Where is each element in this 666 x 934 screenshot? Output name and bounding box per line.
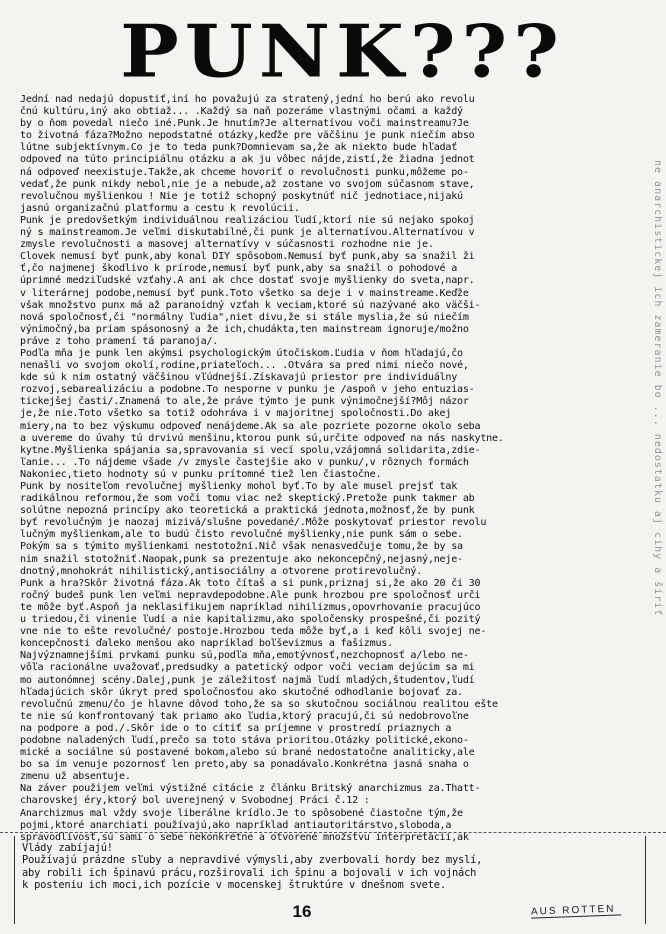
article-line: na podpore a pod./.Skôr ide o to cítiť sa príjemne v prostredí priaznych a	[20, 722, 452, 734]
article-line: Najvýznamnejšími prvkami punku sú,podľa mňa,emotývnosť,nezchopnosť a/lebo ne-	[20, 650, 469, 662]
article-line: vne nie to ešte revolučné/ postoje.Hrozbou teda môže byť,a i keď kôli svojej ne-	[20, 626, 487, 638]
article-line: čnú kultúru,iný ako obtiaž... .Každý sa naň pozeráme vlastnými očami a každý	[20, 106, 463, 118]
article-line: jasnú organizačnú platformu a cestu k revolúcii.	[20, 202, 300, 214]
article-line: podobne naladených ľudí,prečo sa toto stáva prioritou.Otázky politické,ekono-	[20, 734, 469, 746]
article-line: a uvereme do úvahy tú drvivú menšinu,ktorou punk sú,určite odpoveď na nás naskytne.	[20, 432, 504, 444]
article-line: Jední nad nedajú dopustiť,iní ho považujú za stratený,jední ho berú ako revolu	[20, 94, 475, 105]
article-line: te nie sú konfrontovaný tak priamo ako ľudia,ktorý pracujú,či sú nedobrovoľne	[20, 710, 469, 722]
article-line: lútne subjektívnym.Čo je to teda punk?Domnievam sa,že ak niekto bude hľadať	[20, 142, 458, 154]
side-margin-text: ne anarchistickej ich zameranie bo ... nedostatku aj cihy a šíriť	[652, 160, 663, 617]
page-title: PUNK???	[120, 10, 565, 95]
article-line: Punk je predovšetkým individuálnou realizáciou ľudí,ktorí nie sú nejako spokoj	[20, 214, 475, 226]
signature: AUS ROTTEN	[531, 903, 621, 918]
article-line: Anarchizmus mal vždy svoje liberálne krídlo.Je to spôsobené čiastočne tým,že	[20, 807, 463, 819]
divider	[0, 832, 666, 833]
article-line: v literárnej podobe,nemusí byť punk.Toto všetko sa deje i v mainstreame.Keďže	[20, 287, 469, 299]
article-line: Nakoniec,tieto hodnoty sú v punku prítomné tiež len čiastočne.	[20, 468, 382, 480]
article-line: výnimočný,ba priam spásonosný a že ich,chudákta,ten mainstream ignoruje/možno	[20, 323, 469, 335]
article-line: spravodlivosť,sú sami o sebe nekonkrétne a otvorené množstvu interpretácií,ak	[20, 831, 469, 843]
page-number: 16	[292, 902, 312, 921]
quote-line: Vlády zabíjajú!	[22, 842, 113, 854]
article-line: u triedou,či vinenie ľudí a nie kapitalizmu,ako spoločensky prospešné,či pozitý	[20, 614, 481, 626]
article-line: koncepčnosti ďaleko menšou ako napríklad boľševizmus a fašizmus.	[20, 638, 393, 650]
quote-box-text	[22, 842, 642, 892]
article-line: tickejšej časti/.Znamená to ale,že práve týmto je punk výnimočnejší?Môj názor	[20, 396, 469, 408]
article-line: bo sa im venuje pozornosť len preto,aby sa ponadávalo.Konkrétna jasná snaha o	[20, 759, 469, 771]
article-line: nim snažil stotožniť.Naopak,punk sa prezentuje ako nekoncepčný,nejasný,neje-	[20, 553, 463, 565]
article-line: hľadajúcich skôr úkryt pred spoločnosťou ako skutočné odhodlanie bojovať za.	[20, 686, 463, 698]
article-line: však množstvo punx má až paranoidný vzťah k veciam,ktoré sú nazývané ako väčši-	[20, 299, 481, 311]
article-line: zmysle revolučnosti a masovej alternatívy v súčasnosti rozhodne nie je.	[20, 239, 434, 251]
article-line: ná odpoveď neexistuje.Takže,ak chceme hovoriť o revolučnosti punku,môžeme po-	[20, 166, 469, 178]
article-line: dnotný,mnohokrát nihilistický,antisociálny a otvorene protirevolučný.	[20, 565, 423, 577]
article-line: Punk by nositeľom revolučnej myšlienky mohol byť.To by ale musel prejsť tak	[20, 481, 458, 492]
article-line: kytne.Myšlienka spájania sa,spravovania si vecí spolu,vzájomná solidarita,zdie-	[20, 444, 481, 456]
article-line: ť,čo najmenej škodlivo k prírode,nemusí byť punk,aby sa snažil o pohodové a	[20, 263, 458, 275]
article-line: radikálnou reformou,že som voči tomu viac než skeptický.Pretože punk takmer ab	[20, 493, 475, 505]
article-line: ľanie... .To nájdeme všade /v zmysle častejšie ako v punku/,v rôznych formách	[20, 456, 469, 468]
article-line: te môže byť.Aspoň ja neklasifikujem napríklad nihilizmus,opovrhovanie pracujúco	[20, 601, 481, 613]
article-line: revolučnú zmenu/čo je hlavne dôvod toho,že sa so skutočnou sociálnou realitou ešte	[20, 698, 498, 710]
article-line: Človek nemusí byť punk,aby konal DIY spôsobom.Nemusí byť punk,aby sa snažil ži	[20, 251, 475, 263]
article-body	[20, 94, 642, 844]
article-line: vôľa racionálne uvažovať,predsudky a patetický odpor voči veciam dejúcim sa mi	[20, 662, 475, 674]
article-line: vedať,že punk nikdy nebol,nie je a nebude,až zostane vo svojom súčasnom stave,	[20, 178, 475, 190]
article-line: miery,na to bez výskumu odpoveď nenájdeme.Ak sa ale pozriete pozorne okolo seba	[20, 420, 481, 432]
article-line: nová spoločnosť,či "normálny ľudia",niet divu,že si stále myslia,že sú niečím	[20, 311, 469, 323]
article-line: kde sú k nim ostatný väčšinou vľúdnejší.Získavajú priestor pre individuálny	[20, 372, 458, 384]
quote-line: k posteniu ich moci,ich pozície v mocenskej štruktúre v dnešnom svete.	[22, 879, 446, 892]
article-line: mické a sociálne sú postavené bokom,alebo sú brané nedostatočne analiticky,ale	[20, 747, 475, 759]
article-line: to životná fáza?Možno nepodstatné otázky,keďže pre väčšinu je punk niečím abso	[20, 130, 475, 142]
article-line: ný s mainstreamom.Je veľmi diskutabilné,či punk je alternatívou.Alternatívou v	[20, 227, 475, 239]
article-line: byť revolučným je naozaj mizivá/slušne povedané/.Môže poskytovať priestor revolu	[20, 517, 487, 529]
article-line: mo autonómnej scény.Ďalej,punk je záležitosť najmä ľudí mladých,študentov,ľudí	[20, 674, 475, 686]
article-line: Pokým sa s týmito myšlienkami nestotožní.Nič však nenasvedčuje tomu,že by sa	[20, 541, 463, 553]
article-line: Podľa mňa je punk len akýmsi psychologickým útočiskom.Ľudia v ňom hľadajú,čo	[20, 347, 463, 359]
article-line: Na záver použijem veľmi výstižné citácie z článku Britský anarchizmus za.Thatt-	[20, 783, 481, 795]
article-line: je,že nie.Toto všetko sa totiž odohráva i v majoritnej spoločnosti.Do akej	[20, 408, 452, 420]
article-line: charovskej éry,ktorý bol uverejnený v Svobodnej Práci č.12 :	[20, 795, 370, 807]
article-line: solútne nepozná princípy ako teoretická a praktická jednota,možnosť,že by punk	[20, 505, 475, 517]
article-line: nenašli vo svojom okolí,rodine,priateľoch... .Otvára sa pred nimi niečo nové,	[20, 360, 469, 372]
article-line: rozvoj,sebarealizáciu a podobne.To nesporne v punku je /aspoň v jeho entuzias-	[20, 384, 475, 396]
article-line: pojmi,ktoré anarchiati používajú,ako napríklad antiautoritárstvo,sloboda,a	[20, 819, 452, 831]
article-line: lučným myšlienkam,ale to budú čisto revolučné myšlienky,nie punk sám o sebe.	[20, 529, 463, 541]
article-line: zmenu už absentuje.	[20, 771, 131, 783]
article-line: odpoveď na túto principiálnu otázku a ak ju vôbec nájde,zistí,že žiadna jednot	[20, 154, 475, 166]
article-line: Punk a hra?Skôr životná fáza.Ak toto čítaš a si punk,priznaj si,že ako 20 či 30	[20, 577, 481, 589]
article-line: úprimné medziľudské vzťahy.A ani ak chce dostať svoje myšlienky do sveta,napr.	[20, 275, 475, 287]
article-line: by o ňom povedal niečo iné.Punk.Je hnutím?Je alternatívou voči mainstreamu?Je	[20, 118, 469, 130]
quote-line: aby robili ich špinavú prácu,rozširovali ich špinu a bojovali v ich vojnách	[22, 866, 477, 879]
article-line: revolučnou myšlienkou ! Nie je totiž schopný poskytnúť nič jednotiace,nijakú	[20, 190, 463, 202]
article-line: práve z toho pramení tá paranoja/.	[20, 335, 219, 347]
article-line: ročný budeš punk len veľmi nepravdepodobne.Ale punk hrozbou pre spoločnosť urči	[20, 589, 481, 601]
quote-line: Používajú prázdne sľuby a nepravdivé výmysli,aby zverbovali hordy bez myslí,	[22, 854, 483, 867]
